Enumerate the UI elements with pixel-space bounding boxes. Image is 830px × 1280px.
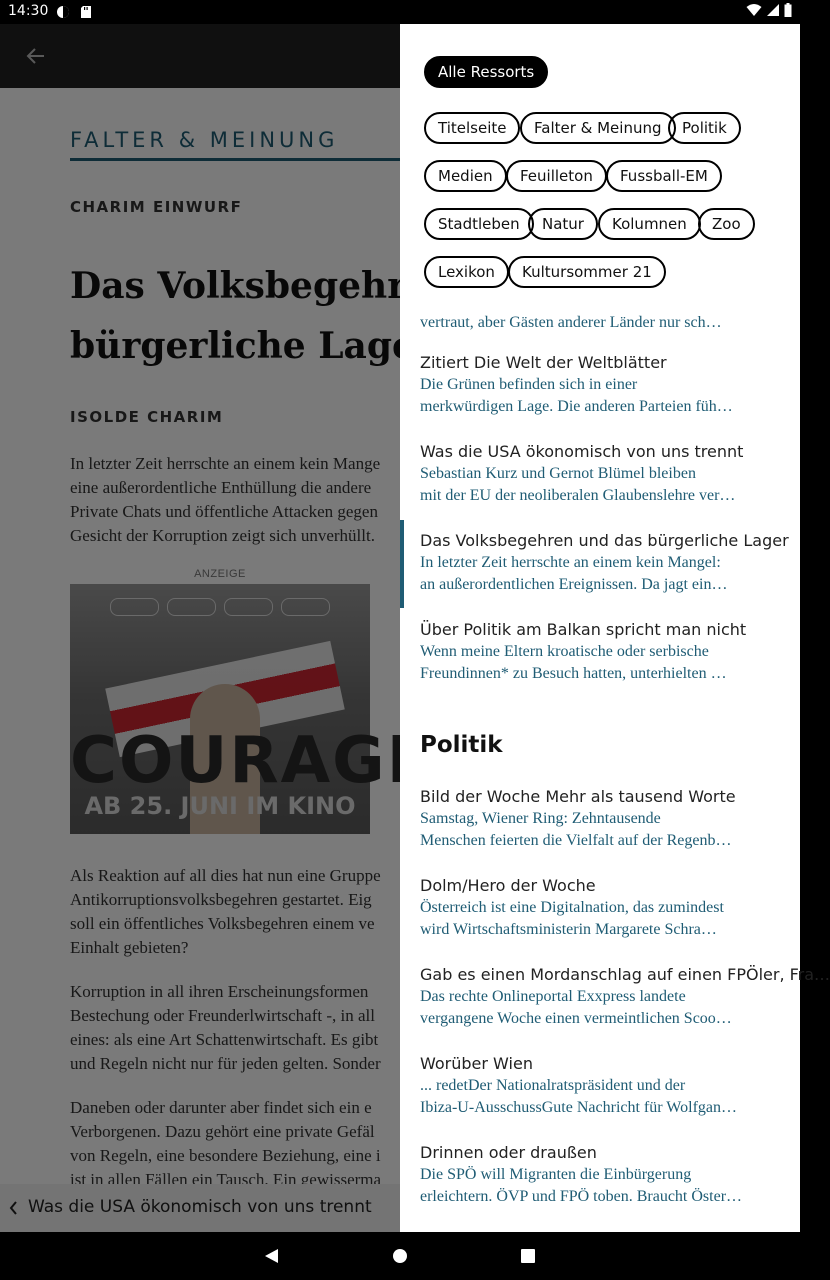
list-item[interactable] <box>420 1142 782 1208</box>
nav-back-icon[interactable] <box>262 1246 282 1266</box>
chip-alle-ressorts[interactable]: Alle Ressorts <box>424 56 548 88</box>
entry-teaser: Die Grünen befinden sich in einer <box>420 376 638 393</box>
entry-teaser: wird Wirtschaftsministerin Margarete Schra… <box>420 921 717 938</box>
entry-teaser: Österreich ist eine Digitalnation, das zumindest <box>420 899 724 916</box>
article-list[interactable] <box>400 314 830 1232</box>
chip-politik[interactable]: Politik <box>668 112 741 144</box>
entry-teaser: an außerordentlichen Ereignissen. Da jagt ein… <box>420 576 728 593</box>
list-item[interactable] <box>420 312 782 334</box>
entry-title: Worüber Wien <box>420 1054 533 1073</box>
entry-teaser: vergangene Woche einen vermeintlichen Scoo… <box>420 1010 732 1027</box>
wifi-icon <box>746 3 762 22</box>
chip-fussball-em[interactable]: Fussball-EM <box>606 160 722 192</box>
chip-falter-meinung[interactable]: Falter & Meinung <box>520 112 676 144</box>
sd-card-icon <box>80 5 92 19</box>
list-item[interactable] <box>420 352 782 418</box>
nav-recents-icon[interactable] <box>518 1246 538 1266</box>
entry-title: Zitiert Die Welt der Weltblätter <box>420 353 667 372</box>
list-item[interactable] <box>420 619 782 685</box>
nav-home-icon[interactable] <box>390 1246 410 1266</box>
entry-title: Gab es einen Mordanschlag auf einen FPÖler, Fra… <box>420 965 830 984</box>
status-bar <box>0 0 800 24</box>
chip-titelseite[interactable]: Titelseite <box>424 112 520 144</box>
entry-teaser: Das rechte Onlineportal Exxpress landete <box>420 988 686 1005</box>
entry-title: Das Volksbegehren und das bürgerliche Lager <box>420 531 789 550</box>
signal-icon <box>766 3 780 22</box>
entry-teaser: Ibiza-U-AusschussGute Nachricht für Wolfgan… <box>420 1099 737 1116</box>
entry-teaser: Menschen feierten die Vielfalt auf der Regenb… <box>420 832 732 849</box>
chip-lexikon[interactable]: Lexikon <box>424 256 509 288</box>
list-item[interactable] <box>420 441 782 507</box>
entry-teaser: Wenn meine Eltern kroatische oder serbische <box>420 643 709 660</box>
entry-teaser: Die SPÖ will Migranten die Einbürgerung <box>420 1166 692 1183</box>
entry-title: Was die USA ökonomisch von uns trennt <box>420 442 744 461</box>
chip-kolumnen[interactable]: Kolumnen <box>598 208 701 240</box>
active-article-indicator <box>400 520 404 608</box>
list-item[interactable] <box>420 786 782 852</box>
list-item[interactable] <box>420 964 830 1030</box>
entry-teaser: Samstag, Wiener Ring: Zehntausende <box>420 810 661 827</box>
privacy-icon <box>56 5 68 19</box>
entry-teaser: erleichtern. ÖVP und FPÖ toben. Braucht Öster… <box>420 1188 743 1205</box>
section-heading-politik: Politik <box>420 732 503 758</box>
status-time: 14:30 <box>8 3 49 19</box>
list-item[interactable] <box>420 1053 782 1119</box>
entry-title: Über Politik am Balkan spricht man nicht <box>420 620 747 639</box>
chip-natur[interactable]: Natur <box>528 208 598 240</box>
chip-zoo[interactable]: Zoo <box>698 208 755 240</box>
chip-feuilleton[interactable]: Feuilleton <box>506 160 607 192</box>
entry-teaser: In letzter Zeit herrschte an einem kein Mangel: <box>420 554 721 571</box>
ressort-chips <box>400 24 800 308</box>
system-nav-bar <box>0 1232 800 1280</box>
entry-teaser: mit der EU der neoliberalen Glaubenslehre ver… <box>420 487 736 504</box>
ressort-drawer <box>400 24 830 1232</box>
entry-teaser: vertraut, aber Gästen anderer Länder nur sch… <box>420 314 722 331</box>
entry-teaser: Sebastian Kurz und Gernot Blümel bleiben <box>420 465 696 482</box>
list-item-active[interactable] <box>420 530 789 596</box>
entry-teaser: Freundinnen* zu Besuch hatten, unterhielten … <box>420 665 727 682</box>
chip-stadtleben[interactable]: Stadtleben <box>424 208 534 240</box>
entry-teaser: merkwürdigen Lage. Die anderen Parteien füh… <box>420 398 733 415</box>
chip-kultursommer-21[interactable]: Kultursommer 21 <box>508 256 666 288</box>
chip-medien[interactable]: Medien <box>424 160 507 192</box>
battery-icon <box>784 3 792 22</box>
entry-title: Dolm/Hero der Woche <box>420 876 596 895</box>
entry-title: Drinnen oder draußen <box>420 1143 597 1162</box>
status-icons <box>746 3 792 21</box>
entry-title: Bild der Woche Mehr als tausend Worte <box>420 787 736 806</box>
entry-teaser: ... redetDer Nationalratspräsident und der <box>420 1077 686 1094</box>
list-item[interactable] <box>420 875 782 941</box>
